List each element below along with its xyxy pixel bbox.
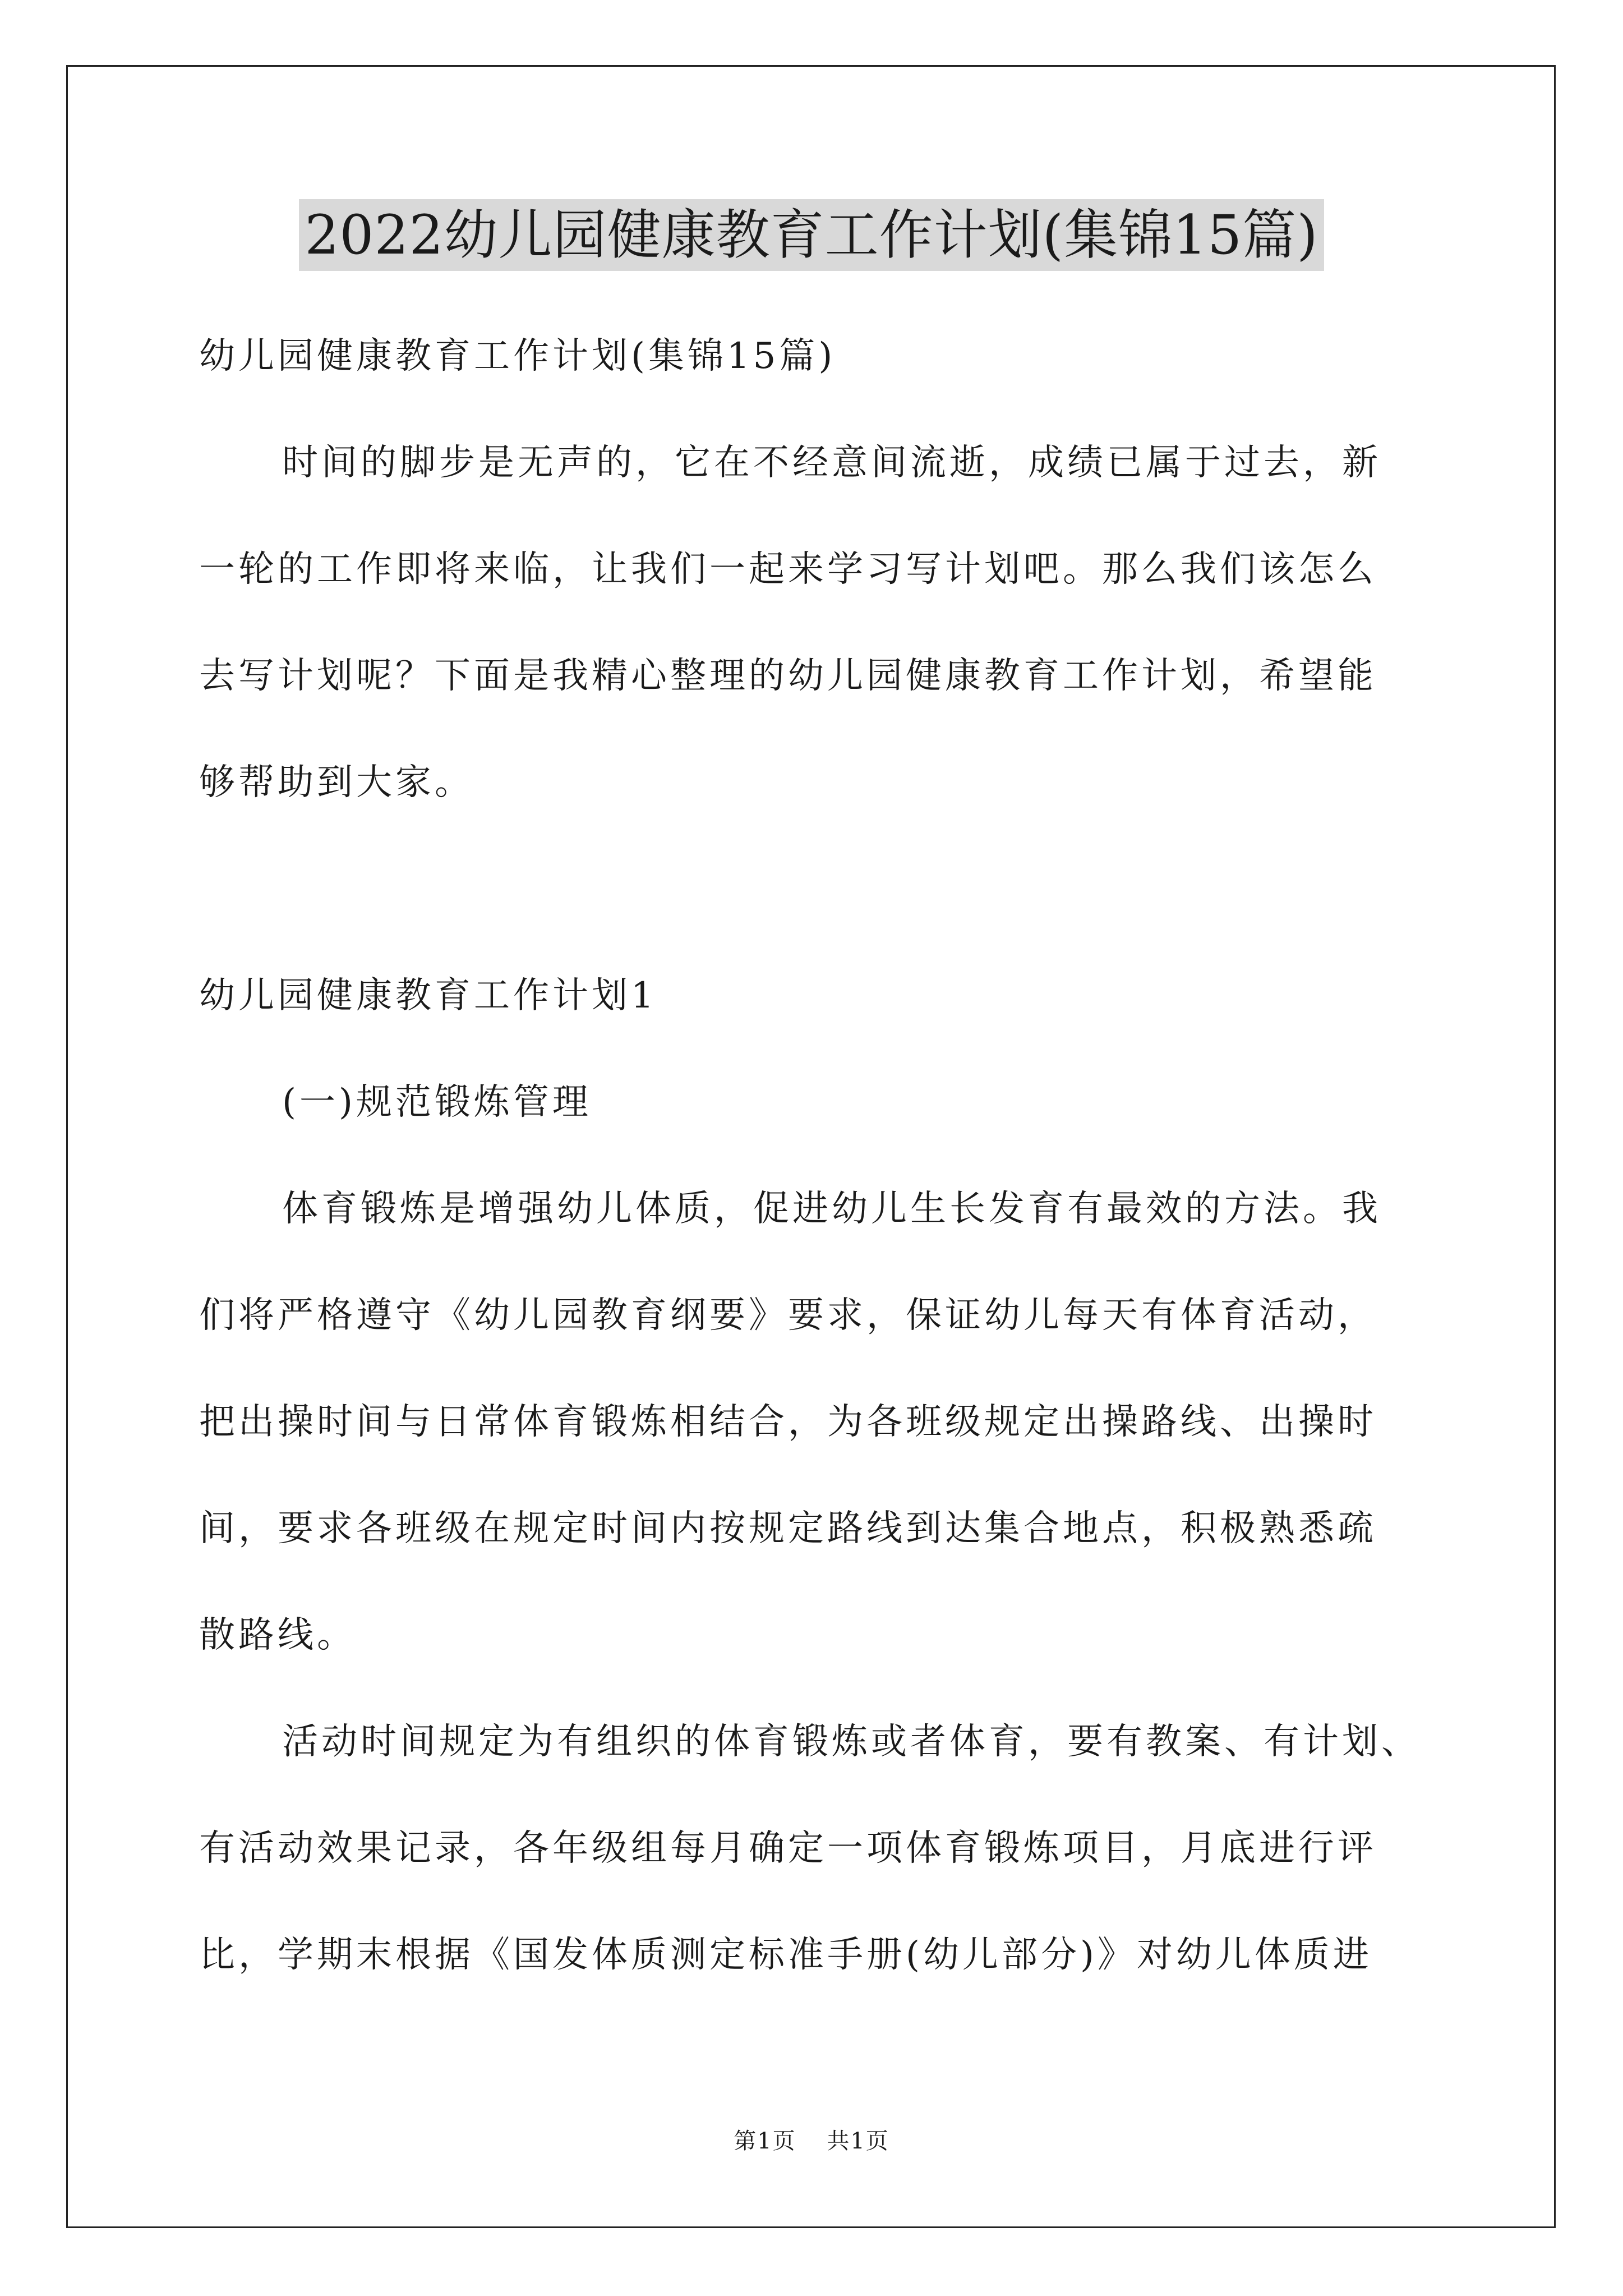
document-body [199,303,1433,2008]
document-subtitle: 幼儿园健康教育工作计划(集锦15篇) [199,335,836,377]
intro-line: 去写计划呢？下面是我精心整理的幼儿园健康教育工作计划，希望能 [199,655,1377,697]
subsection-title: (一)规范锻炼管理 [282,1082,592,1123]
section-title: 幼儿园健康教育工作计划1 [199,975,657,1016]
page-number-total: 共1页 [827,2128,889,2154]
paragraph-line: 体育锻炼是增强幼儿体质，促进幼儿生长发育有最效的方法。我 [282,1188,1381,1230]
paragraph-line: 散路线。 [199,1614,356,1656]
title-container [0,199,1623,271]
intro-line: 够帮助到大家。 [199,762,474,803]
page-number-current: 第1页 [734,2128,796,2154]
paragraph-line: 们将严格遵守《幼儿园教育纲要》要求，保证幼儿每天有体育活动， [199,1295,1377,1336]
paragraph-line: 比，学期末根据《国发体质测定标准手册(幼儿部分)》对幼儿体质进 [199,1934,1372,1976]
paragraph-line: 有活动效果记录，各年级组每月确定一项体育锻炼项目，月底进行评 [199,1828,1377,1869]
intro-line: 一轮的工作即将来临，让我们一起来学习写计划吧。那么我们该怎么 [199,549,1377,590]
document-title: 2022幼儿园健康教育工作计划(集锦15篇) [299,199,1324,271]
paragraph-line: 把出操时间与日常体育锻炼相结合，为各班级规定出操路线、出操时 [199,1401,1377,1443]
paragraph-line: 活动时间规定为有组织的体育锻炼或者体育，要有教案、有计划、 [282,1721,1421,1763]
paragraph-line: 间，要求各班级在规定时间内按规定路线到达集合地点，积极熟悉疏 [199,1508,1377,1549]
paragraph-gap [199,836,1433,942]
intro-line: 时间的脚步是无声的，它在不经意间流逝，成绩已属于过去，新 [282,442,1381,484]
page-footer [0,2123,1623,2155]
